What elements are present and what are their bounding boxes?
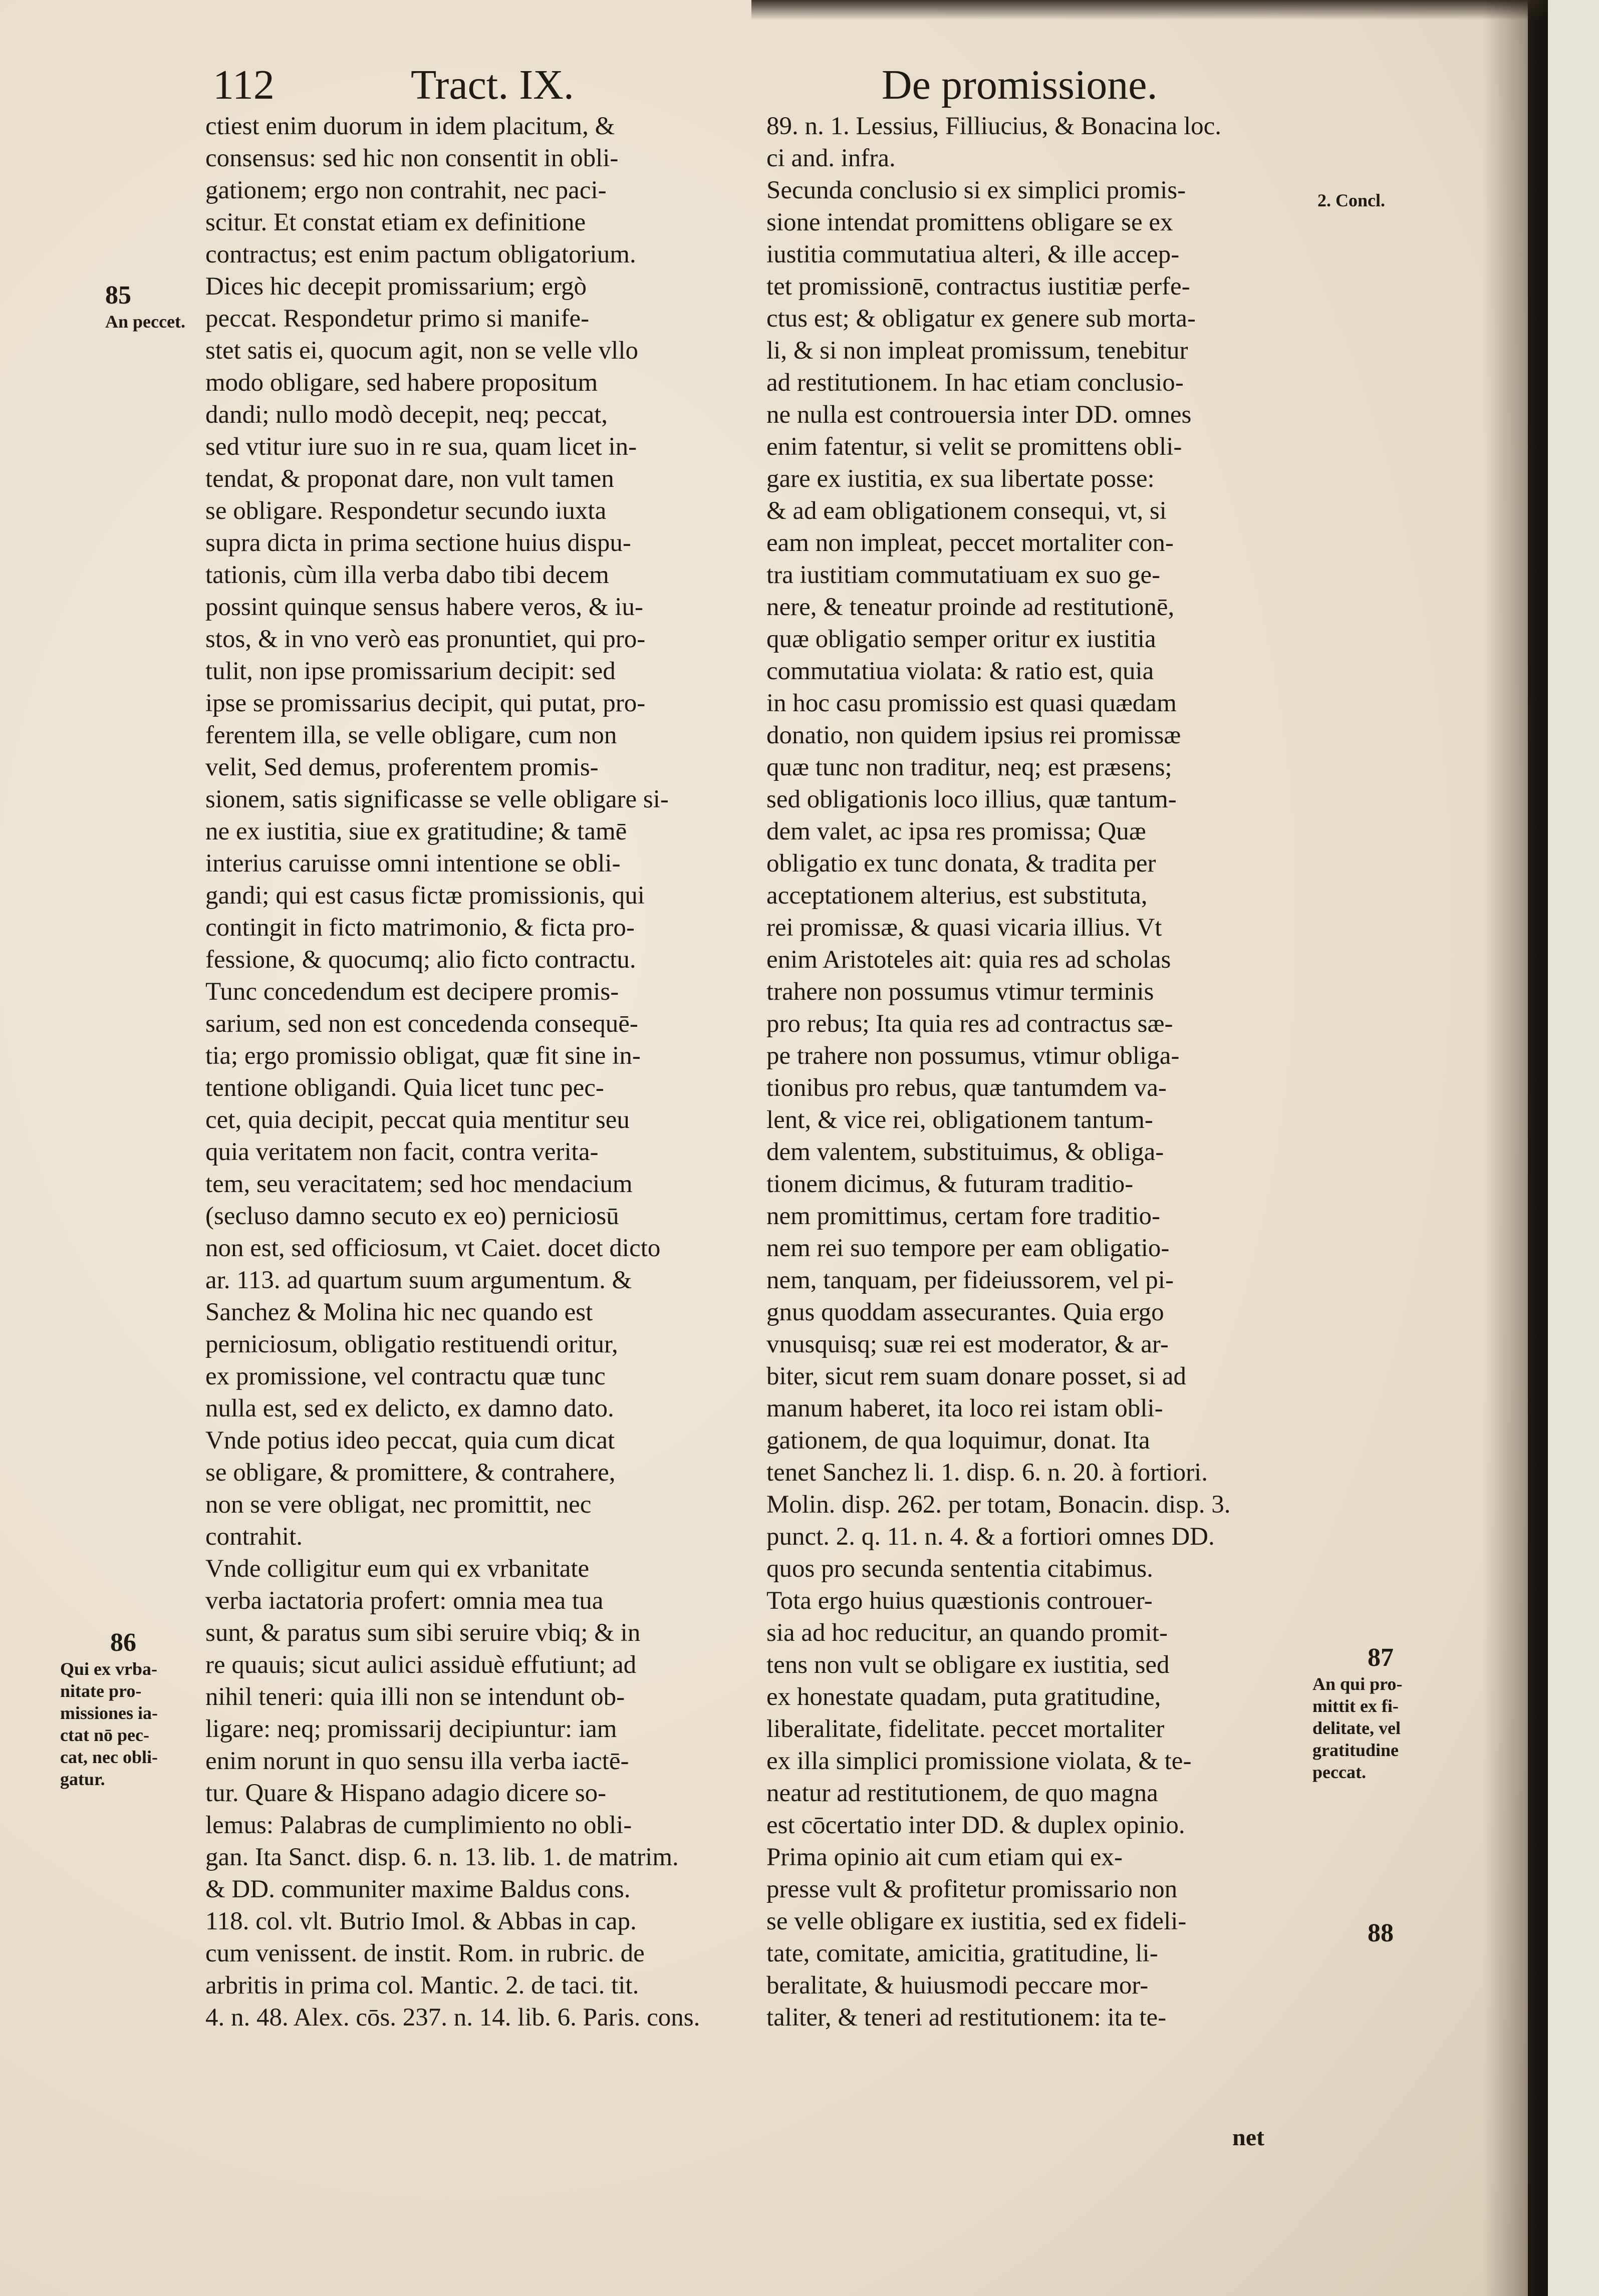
text-line: sed vtitur iure suo in re sua, quam licet in- bbox=[205, 433, 637, 461]
text-line: manum haberet, ita loco rei istam obli- bbox=[766, 1394, 1163, 1422]
text-line: se obligare, & promittere, & contrahere, bbox=[205, 1459, 616, 1487]
margin-note-line: peccat. bbox=[1312, 1762, 1366, 1782]
text-line: lent, & vice rei, obligationem tantum- bbox=[766, 1106, 1153, 1134]
text-line: contrahit. bbox=[205, 1523, 303, 1551]
text-line: ligare: neq; promissarij decipiuntur: iam bbox=[205, 1715, 617, 1743]
gutter-shadow bbox=[1483, 0, 1553, 2296]
adjacent-page-edge bbox=[1548, 0, 1599, 2296]
text-line: Molin. disp. 262. per totam, Bonacin. disp. 3. bbox=[766, 1491, 1231, 1519]
text-line: vnusquisq; suæ rei est moderator, & ar- bbox=[766, 1330, 1169, 1358]
margin-note-line: cat, nec obli- bbox=[60, 1747, 158, 1767]
text-line: contingit in ficto matrimonio, & ficta pro- bbox=[205, 914, 635, 942]
text-line: sed obligationis loco illius, quæ tantum- bbox=[766, 785, 1177, 813]
text-line: enim fatentur, si velit se promittens obli- bbox=[766, 433, 1182, 461]
text-line: tulit, non ipse promissarium decipit: sed bbox=[205, 657, 616, 685]
text-line: ar. 113. ad quartum suum argumentum. & bbox=[205, 1266, 632, 1294]
text-line: trahere non possumus vtimur terminis bbox=[766, 978, 1154, 1006]
text-line: dem valet, ac ipsa res promissa; Quæ bbox=[766, 817, 1146, 845]
text-line: tionem dicimus, & futuram traditio- bbox=[766, 1170, 1134, 1198]
text-line: tionibus pro rebus, quæ tantumdem va- bbox=[766, 1074, 1167, 1102]
margin-note-number: 87 bbox=[1368, 1643, 1394, 1672]
margin-note-87 bbox=[1312, 1643, 1402, 1783]
text-line: modo obligare, sed habere propositum bbox=[205, 369, 598, 397]
text-line: stet satis ei, quocum agit, non se velle vllo bbox=[205, 337, 639, 365]
text-line: gationem; ergo non contrahit, nec paci- bbox=[205, 176, 607, 204]
text-line: velit, Sed demus, proferentem promis- bbox=[205, 753, 599, 781]
text-line: nem, tanquam, per fideiussorem, vel pi- bbox=[766, 1266, 1174, 1294]
text-line: Tota ergo huius quæstionis controuer- bbox=[766, 1587, 1153, 1615]
text-line: nem rei suo tempore per eam obligatio- bbox=[766, 1234, 1170, 1262]
margin-note-conclusion: 2. Concl. bbox=[1317, 190, 1385, 210]
text-line: contractus; est enim pactum obligatorium. bbox=[205, 240, 636, 268]
margin-note-line: An qui pro- bbox=[1312, 1674, 1403, 1694]
text-line: Tunc concedendum est decipere promis- bbox=[205, 978, 619, 1006]
text-line: ci and. infra. bbox=[766, 144, 896, 172]
text-line: Secunda conclusio si ex simplici promis- bbox=[766, 176, 1186, 204]
text-line: enim Aristoteles ait: quia res ad scholas bbox=[766, 946, 1171, 974]
page-number: 112 bbox=[213, 62, 275, 108]
text-line: gationem, de qua loquimur, donat. Ita bbox=[766, 1426, 1150, 1455]
text-line: enim norunt in quo sensu illa verba iactē- bbox=[205, 1747, 629, 1775]
text-line: liberalitate, fidelitate. peccet mortaliter bbox=[766, 1715, 1165, 1743]
text-line: ex illa simplici promissione violata, & te- bbox=[766, 1747, 1192, 1775]
text-line: non est, sed officiosum, vt Caiet. docet dicto bbox=[205, 1234, 661, 1262]
text-line: tens non vult se obligare ex iustitia, sed bbox=[766, 1651, 1170, 1679]
text-line: Sanchez & Molina hic nec quando est bbox=[205, 1298, 593, 1326]
margin-note-86 bbox=[60, 1628, 158, 1790]
text-line: in hoc casu promissio est quasi quædam bbox=[766, 689, 1177, 717]
text-line: non se vere obligat, nec promittit, nec bbox=[205, 1491, 592, 1519]
text-line: est cōcertatio inter DD. & duplex opinio. bbox=[766, 1811, 1185, 1839]
text-line: ctiest enim duorum in idem placitum, & bbox=[205, 112, 615, 140]
text-line: ne ex iustitia, siue ex gratitudine; & tamē bbox=[205, 817, 627, 845]
text-line: pe trahere non possumus, vtimur obliga- bbox=[766, 1042, 1180, 1070]
text-line: Prima opinio ait cum etiam qui ex- bbox=[766, 1843, 1123, 1871]
text-line: neatur ad restitutionem, de quo magna bbox=[766, 1779, 1158, 1807]
text-line: & DD. communiter maxime Baldus cons. bbox=[205, 1875, 631, 1903]
text-column-left bbox=[205, 110, 761, 2034]
text-line: li, & si non impleat promissum, tenebitur bbox=[766, 337, 1188, 365]
margin-note-number: 86 bbox=[110, 1628, 136, 1657]
text-line: verba iactatoria profert: omnia mea tua bbox=[205, 1587, 604, 1615]
text-line: Vnde colligitur eum qui ex vrbanitate bbox=[205, 1555, 590, 1583]
text-line: obligatio ex tunc donata, & tradita per bbox=[766, 849, 1156, 878]
text-line: (secluso damno secuto ex eo) perniciosū bbox=[205, 1202, 619, 1230]
text-line: 118. col. vlt. Butrio Imol. & Abbas in cap. bbox=[205, 1907, 637, 1935]
text-line: & ad eam obligationem consequi, vt, si bbox=[766, 497, 1167, 525]
margin-note-85 bbox=[105, 280, 185, 333]
text-line: tenet Sanchez li. 1. disp. 6. n. 20. à fortiori. bbox=[766, 1459, 1208, 1487]
text-line: sionem, satis significasse se velle obligare si- bbox=[205, 785, 669, 813]
catchword: net bbox=[1232, 2124, 1264, 2151]
margin-note-line: nitate pro- bbox=[60, 1681, 142, 1701]
text-line: tra iustitiam commutatiuam ex suo ge- bbox=[766, 561, 1161, 589]
text-line: fessione, & quocumq; alio ficto contractu. bbox=[205, 946, 636, 974]
text-line: gare ex iustitia, ex sua libertate posse: bbox=[766, 465, 1155, 493]
text-line: supra dicta in prima sectione huius dispu- bbox=[205, 529, 631, 557]
text-line: quæ obligatio semper oritur ex iustitia bbox=[766, 625, 1156, 653]
text-line: punct. 2. q. 11. n. 4. & a fortiori omnes DD. bbox=[766, 1523, 1215, 1551]
text-line: acceptationem alterius, est substituta, bbox=[766, 882, 1148, 910]
text-line: cet, quia decipit, peccat quia mentitur seu bbox=[205, 1106, 630, 1134]
text-line: tationis, cùm illa verba dabo tibi decem bbox=[205, 561, 609, 589]
text-line: nihil teneri: quia illi non se intendunt ob- bbox=[205, 1683, 625, 1711]
running-head-tract: Tract. IX. bbox=[411, 62, 574, 108]
text-line: donatio, non quidem ipsius rei promissæ bbox=[766, 721, 1181, 749]
margin-note-line: delitate, vel bbox=[1312, 1718, 1401, 1738]
margin-note-number: 85 bbox=[105, 281, 131, 310]
text-line: ex promissione, vel contractu quæ tunc bbox=[205, 1362, 606, 1390]
text-line: ad restitutionem. In hac etiam conclusio- bbox=[766, 369, 1184, 397]
text-line: quos pro secunda sententia citabimus. bbox=[766, 1555, 1153, 1583]
text-line: se velle obligare ex iustitia, sed ex fideli- bbox=[766, 1907, 1187, 1935]
text-column-right bbox=[766, 110, 1322, 2034]
text-line: 4. n. 48. Alex. cōs. 237. n. 14. lib. 6. Paris. cons. bbox=[205, 2003, 700, 2032]
text-line: gnus quoddam assecurantes. Quia ergo bbox=[766, 1298, 1164, 1326]
text-line: tate, comitate, amicitia, gratitudine, li- bbox=[766, 1939, 1158, 1967]
text-line: peccat. Respondetur primo si manife- bbox=[205, 305, 590, 333]
text-line: quæ tunc non traditur, neq; est præsens; bbox=[766, 753, 1172, 781]
text-line: scitur. Et constat etiam ex definitione bbox=[205, 208, 586, 236]
text-line: tia; ergo promissio obligat, quæ fit sine in- bbox=[205, 1042, 641, 1070]
margin-note-line: missiones ia- bbox=[60, 1703, 158, 1723]
text-line: presse vult & profitetur promissario non bbox=[766, 1875, 1178, 1903]
text-line: iustitia commutatiua alteri, & ille accep- bbox=[766, 240, 1180, 268]
text-line: eam non impleat, peccet mortaliter con- bbox=[766, 529, 1174, 557]
text-line: sarium, sed non est concedenda consequē- bbox=[205, 1010, 638, 1038]
text-line: lemus: Palabras de cumplimiento no obli- bbox=[205, 1811, 632, 1839]
text-line: gan. Ita Sanct. disp. 6. n. 13. lib. 1. de matrim. bbox=[205, 1843, 679, 1871]
text-line: taliter, & teneri ad restitutionem: ita te- bbox=[766, 2003, 1167, 2032]
margin-note-88 bbox=[1368, 1918, 1394, 1948]
text-line: quia veritatem non facit, contra verita- bbox=[205, 1138, 599, 1166]
text-line: nulla est, sed ex delicto, ex damno dato. bbox=[205, 1394, 614, 1422]
text-line: Dices hic decepit promissarium; ergò bbox=[205, 272, 587, 301]
text-line: Vnde potius ideo peccat, quia cum dicat bbox=[205, 1426, 615, 1455]
margin-note-line: mittit ex fi- bbox=[1312, 1696, 1399, 1716]
text-line: 89. n. 1. Lessius, Filliucius, & Bonacina loc. bbox=[766, 112, 1222, 140]
text-line: stos, & in vno verò eas pronuntiet, qui pro- bbox=[205, 625, 646, 653]
text-line: tendat, & proponat dare, non vult tamen bbox=[205, 465, 614, 493]
margin-note-line: gratitudine bbox=[1312, 1740, 1399, 1760]
text-line: tentione obligandi. Quia licet tunc pec- bbox=[205, 1074, 604, 1102]
text-line: ex honestate quadam, puta gratitudine, bbox=[766, 1683, 1161, 1711]
text-line: tem, seu veracitatem; sed hoc mendacium bbox=[205, 1170, 633, 1198]
margin-note-line: ctat nō pec- bbox=[60, 1725, 149, 1745]
text-line: ctus est; & obligatur ex genere sub morta- bbox=[766, 305, 1196, 333]
margin-note-number: 88 bbox=[1368, 1919, 1394, 1947]
text-line: biter, sicut rem suam donare posset, si ad bbox=[766, 1362, 1186, 1390]
text-line: sione intendat promittens obligare se ex bbox=[766, 208, 1173, 236]
text-line: arbritis in prima col. Mantic. 2. de taci. tit. bbox=[205, 1971, 639, 1999]
text-line: beralitate, & huiusmodi peccare mor- bbox=[766, 1971, 1149, 1999]
text-line: consensus: sed hic non consentit in obli- bbox=[205, 144, 619, 172]
text-line: sia ad hoc reducitur, an quando promit- bbox=[766, 1619, 1168, 1647]
text-line: dandi; nullo modò decepit, neq; peccat, bbox=[205, 401, 608, 429]
text-line: tur. Quare & Hispano adagio dicere so- bbox=[205, 1779, 607, 1807]
text-line: possint quinque sensus habere veros, & iu- bbox=[205, 593, 643, 621]
text-line: tet promissionē, contractus iustitiæ perfe- bbox=[766, 272, 1190, 301]
text-line: sunt, & paratus sum sibi seruire vbiq; & in bbox=[205, 1619, 641, 1647]
text-line: ferentem illa, se velle obligare, cum non bbox=[205, 721, 617, 749]
text-line: pro rebus; Ita quia res ad contractus sæ- bbox=[766, 1010, 1173, 1038]
text-line: gandi; qui est casus fictæ promissionis, qui bbox=[205, 882, 645, 910]
text-line: dem valentem, substituimus, & obliga- bbox=[766, 1138, 1164, 1166]
text-line: rei promissæ, & quasi vicaria illius. Vt bbox=[766, 914, 1162, 942]
text-line: nere, & teneatur proinde ad restitutionē, bbox=[766, 593, 1175, 621]
text-line: ipse se promissarius decipit, qui putat, pro- bbox=[205, 689, 646, 717]
margin-note-text: An peccet. bbox=[105, 312, 185, 332]
text-line: interius caruisse omni intentione se obli- bbox=[205, 849, 621, 878]
text-line: nem promittimus, certam fore traditio- bbox=[766, 1202, 1161, 1230]
margin-note-line: Qui ex vrba- bbox=[60, 1659, 157, 1679]
running-head-section: De promissione. bbox=[882, 62, 1158, 108]
text-line: se obligare. Respondetur secundo iuxta bbox=[205, 497, 607, 525]
text-line: perniciosum, obligatio restituendi oritur, bbox=[205, 1330, 618, 1358]
margin-note-line: gatur. bbox=[60, 1769, 105, 1789]
text-line: re quauis; sicut aulici assiduè effutiunt; ad bbox=[205, 1651, 637, 1679]
text-line: commutatiua violata: & ratio est, quia bbox=[766, 657, 1154, 685]
top-page-edge-shadow bbox=[751, 0, 1553, 20]
text-line: ne nulla est controuersia inter DD. omnes bbox=[766, 401, 1192, 429]
text-line: cum venissent. de instit. Rom. in rubric. de bbox=[205, 1939, 645, 1967]
